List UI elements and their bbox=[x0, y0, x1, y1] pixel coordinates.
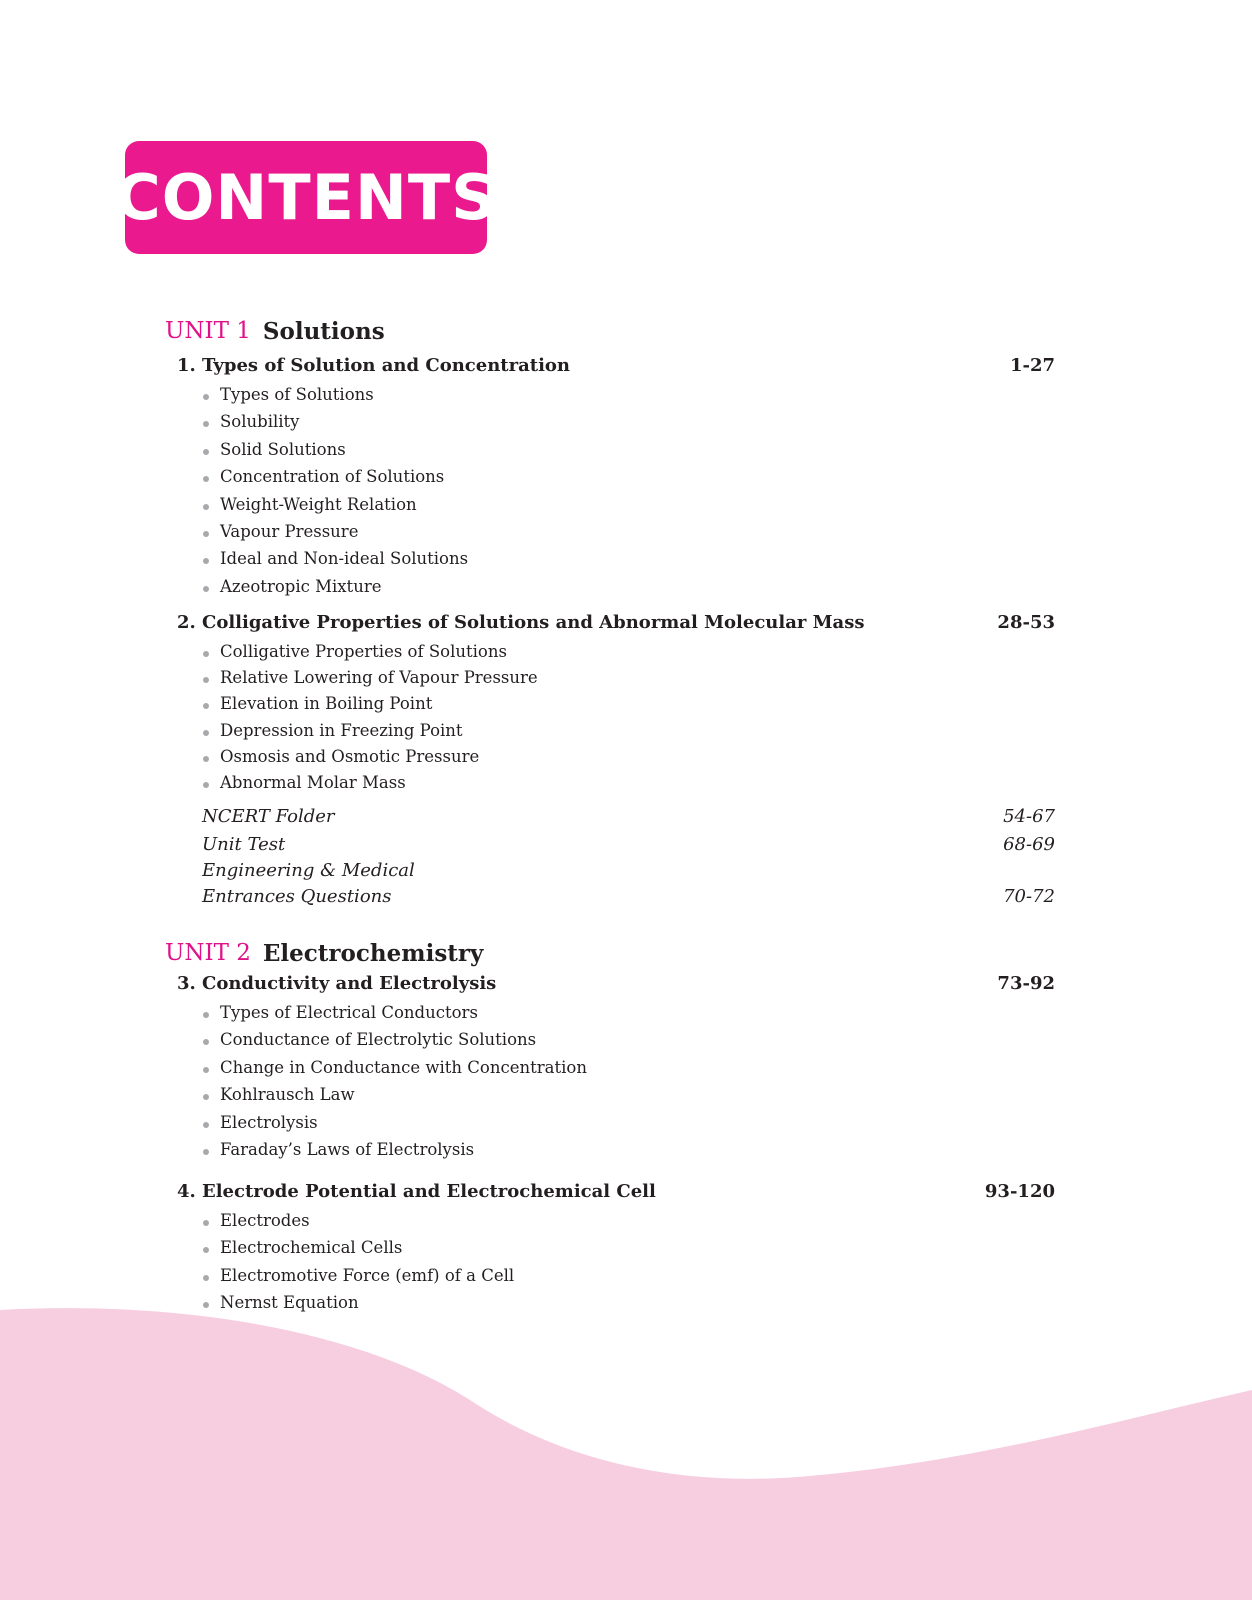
chapter-pages: 73-92 bbox=[997, 973, 1055, 994]
topic-item: Relative Lowering of Vapour Pressure bbox=[220, 668, 538, 688]
chapter-pages: 93-120 bbox=[984, 1181, 1055, 1202]
topic-item: Concentration of Solutions bbox=[220, 467, 445, 487]
topic-item: Kohlrausch Law bbox=[220, 1085, 355, 1105]
bullet-icon bbox=[203, 782, 209, 788]
chapter-number: 2. bbox=[177, 612, 196, 633]
bullet-icon bbox=[203, 1067, 209, 1073]
topic-item: Azeotropic Mixture bbox=[220, 576, 382, 596]
bullet-icon bbox=[203, 394, 209, 400]
chapter-title: Electrode Potential and Electrochemical Cell bbox=[202, 1181, 656, 1202]
topic-item: Abnormal Molar Mass bbox=[220, 773, 406, 792]
bullet-icon bbox=[203, 1122, 209, 1128]
contents-title: CONTENTS bbox=[115, 161, 497, 234]
bullet-icon bbox=[203, 449, 209, 455]
bullet-icon bbox=[203, 586, 209, 592]
unit-title: Solutions bbox=[262, 318, 385, 345]
extra-label: Unit Test bbox=[202, 834, 286, 855]
chapter-pages: 28-53 bbox=[997, 612, 1055, 633]
bullet-icon bbox=[203, 1012, 209, 1018]
bullet-icon bbox=[203, 756, 209, 762]
bullet-icon bbox=[203, 531, 209, 537]
topic-item: Weight-Weight Relation bbox=[220, 494, 417, 514]
topic-item: Ideal and Non-ideal Solutions bbox=[220, 549, 469, 569]
bullet-icon bbox=[203, 730, 209, 736]
extra-label: Entrances Questions bbox=[202, 886, 392, 907]
topic-item: Osmosis and Osmotic Pressure bbox=[220, 746, 480, 766]
unit-title: Electrochemistry bbox=[262, 940, 484, 967]
topic-item: Colligative Properties of Solutions bbox=[220, 642, 507, 661]
chapter-title: Types of Solution and Concentration bbox=[202, 355, 570, 376]
topic-item: Conductance of Electrolytic Solutions bbox=[220, 1030, 537, 1050]
extra-pages: 68-69 bbox=[1003, 834, 1055, 855]
topic-item: Nernst Equation bbox=[220, 1293, 359, 1313]
topic-item: Solid Solutions bbox=[220, 439, 346, 459]
extra-pages: 54-67 bbox=[1003, 806, 1055, 827]
topic-item: Electromotive Force (emf) of a Cell bbox=[220, 1265, 515, 1285]
extra-pages: 70-72 bbox=[1003, 886, 1055, 907]
chapter-title: Conductivity and Electrolysis bbox=[202, 973, 497, 994]
chapter-number: 4. bbox=[177, 1181, 196, 1202]
topic-item: Change in Conductance with Concentration bbox=[220, 1057, 587, 1077]
topic-item: Electrolysis bbox=[220, 1112, 318, 1132]
unit-label: UNIT 1 bbox=[165, 318, 251, 344]
bullet-icon bbox=[203, 1220, 209, 1226]
bullet-icon bbox=[203, 1275, 209, 1281]
bullet-icon bbox=[203, 651, 209, 657]
chapter-title: Colligative Properties of Solutions and Abnormal Molecular Mass bbox=[202, 612, 865, 633]
bullet-icon bbox=[203, 504, 209, 510]
chapter-pages: 1-27 bbox=[1009, 355, 1055, 376]
bullet-icon bbox=[203, 1149, 209, 1155]
extra-label: Engineering & Medical bbox=[202, 860, 415, 881]
topic-item: Electrochemical Cells bbox=[220, 1238, 403, 1258]
chapter-number: 1. bbox=[177, 355, 196, 376]
unit-label: UNIT 2 bbox=[165, 940, 251, 966]
contents-header bbox=[115, 141, 497, 254]
topic-item: Faraday’s Laws of Electrolysis bbox=[220, 1140, 475, 1159]
topic-item: Vapour Pressure bbox=[220, 522, 359, 541]
extra-label: NCERT Folder bbox=[202, 806, 335, 827]
topic-item: Elevation in Boiling Point bbox=[220, 694, 433, 714]
topic-item: Types of Solutions bbox=[220, 385, 374, 404]
chapter-number: 3. bbox=[177, 973, 196, 994]
topic-item: Solubility bbox=[220, 412, 300, 432]
topic-item: Types of Electrical Conductors bbox=[220, 1003, 478, 1022]
topic-item: Electrodes bbox=[220, 1211, 310, 1230]
wave-shape bbox=[0, 1308, 1252, 1600]
topic-item: Depression in Freezing Point bbox=[220, 720, 463, 740]
